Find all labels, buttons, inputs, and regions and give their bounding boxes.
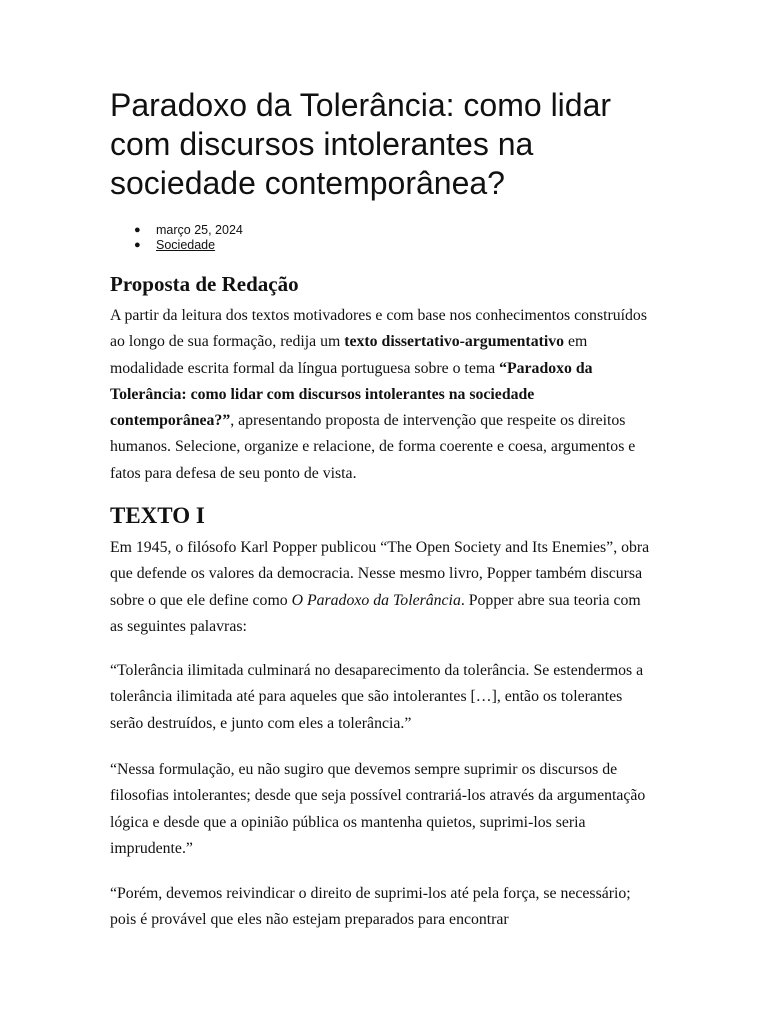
- bold-theme: “Paradoxo da Tolerância: como lidar com discursos intolerantes na sociedade contemporânea?”: [110, 359, 593, 430]
- quote-paragraph-1: “Tolerância ilimitada culminará no desaparecimento da tolerância. Se estendermos a tolerância ilimitada até para aqueles que são intolerantes […], então os tolerantes serão destruídos, e junto com eles a tolerância.”: [110, 662, 644, 732]
- page-title: Paradoxo da Tolerância: como lidar com discursos intolerantes na sociedade contemporânea?: [110, 87, 612, 201]
- post-meta-list: [110, 223, 243, 253]
- post-date: março 25, 2024: [156, 223, 243, 237]
- category-link[interactable]: Sociedade: [156, 238, 216, 252]
- text-run: Em 1945, o filósofo Karl Popper publicou “The Open Society and Its Enemies”, obra que defende os valores da democracia. Nesse mesmo livro, Popper também discursa sobre o que ele define como: [110, 539, 650, 609]
- text-run: A partir da leitura dos textos motivadores e com base nos conhecimentos construídos ao longo de sua formação, redija um: [110, 307, 647, 351]
- section-heading-texto-1: TEXTO I: [110, 503, 205, 528]
- text-run: em modalidade escrita formal da língua portuguesa sobre o tema: [110, 333, 588, 377]
- bullet-icon: ●: [134, 224, 141, 236]
- italic-text: O Paradoxo da Tolerância: [291, 591, 461, 609]
- text-run: . Popper abre sua teoria com as seguintes palavras:: [110, 591, 641, 635]
- texto1-intro-paragraph: [110, 535, 650, 640]
- proposta-paragraph: [110, 303, 650, 487]
- meta-category-item: [110, 238, 243, 253]
- section-heading-proposta: Proposta de Redação: [110, 272, 299, 296]
- meta-date-item: [110, 223, 243, 238]
- quote-paragraph-2: “Nessa formulação, eu não sugiro que devemos sempre suprimir os discursos de filosofias intolerantes; desde que seja possível contrariá-los através da argumentação lógica e desde que a opinião pública os mantenha quietos, suprimi-los seria imprudente.”: [110, 761, 646, 857]
- text-run: , apresentando proposta de intervenção que respeite os direitos humanos. Selecione, organize e relacione, de forma coerente e coesa, argumentos e fatos para defesa de seu ponto de vista.: [110, 412, 636, 482]
- bullet-icon: ●: [134, 239, 141, 251]
- quote-paragraph-3: “Porém, devemos reivindicar o direito de suprimi-los até pela força, se necessário; pois é provável que eles não estejam preparados para encontrar: [110, 885, 631, 929]
- bold-text: texto dissertativo-argumentativo: [344, 333, 565, 351]
